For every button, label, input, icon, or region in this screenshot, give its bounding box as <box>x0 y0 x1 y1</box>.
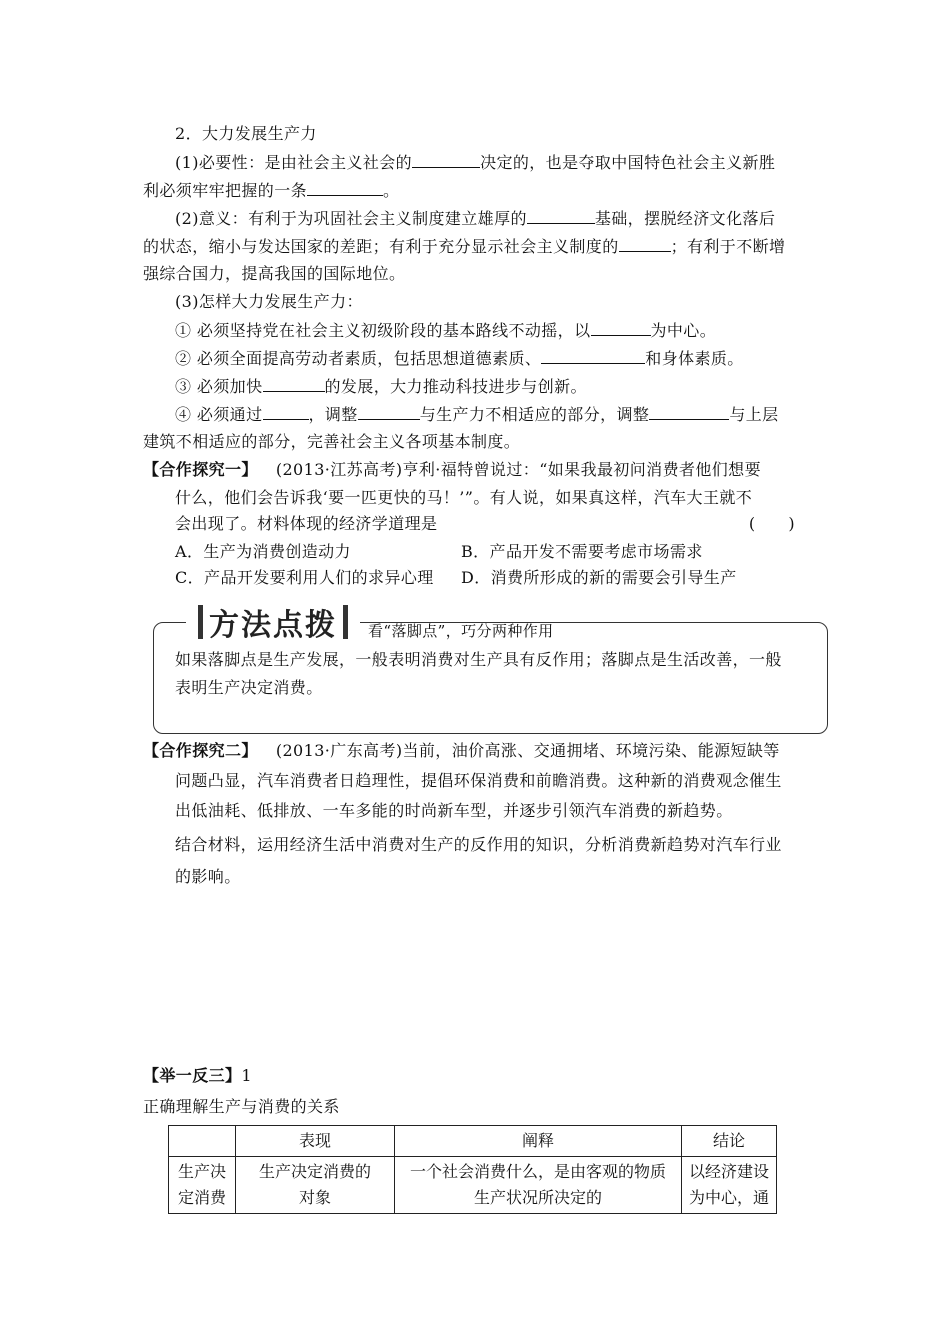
explore-2-line-2: 问题凸显，汽车消费者日趋理性，提倡环保消费和前瞻消费。这种新的消费观念催生 <box>175 771 782 790</box>
text: 与上层 <box>729 405 779 424</box>
option-d[interactable]: D．消费所形成的新的需要会引导生产 <box>461 568 737 587</box>
explore-1-label: 【合作探究一】 <box>143 460 258 479</box>
method-line-1: 如果落脚点是生产发展，一般表明消费对生产具有反作用；落脚点是生活改善，一般 <box>175 650 782 669</box>
text: (2)意义：有利于为巩固社会主义制度建立雄厚的 <box>175 209 527 228</box>
cell-text: 生产状况所决定的 <box>473 1188 602 1207</box>
text: (2013·江苏高考)亨利·福特曾说过：“如果我最初问消费者他们想要 <box>275 460 761 479</box>
section-title: 2．大力发展生产力 <box>175 124 317 143</box>
cell-text: 生产决定消费的 <box>258 1162 371 1181</box>
option-c[interactable]: C．产品开发要利用人们的求异心理 <box>175 568 434 587</box>
cell-text: 以经济建设 <box>688 1162 769 1181</box>
text: ② 必须全面提高劳动者素质，包括思想道德素质、 <box>175 349 542 368</box>
table-cell <box>395 1157 682 1214</box>
measure-2 <box>175 348 744 369</box>
text: 会出现了。材料体现的经济学道理是 <box>175 514 438 533</box>
table-cell <box>682 1157 777 1214</box>
answer-bracket[interactable]: ( ) <box>748 514 795 533</box>
measure-3 <box>175 376 587 397</box>
significance-line-2 <box>143 236 785 257</box>
table-header-cell: 结论 <box>682 1126 777 1157</box>
text: ① 必须坚持党在社会主义初级阶段的基本路线不动摇，以 <box>175 321 591 340</box>
text: 为中心。 <box>650 321 717 340</box>
how-title: (3)怎样大力发展生产力： <box>175 292 363 311</box>
fill-blank[interactable] <box>649 404 729 420</box>
fill-blank[interactable] <box>527 208 595 224</box>
explore-2-line-3: 出低油耗、低排放、一车多能的时尚新车型，并逐步引领汽车消费的新趋势。 <box>175 801 733 820</box>
text: 基础，摆脱经济文化落后 <box>594 209 776 228</box>
text: 决定的，也是夺取中国特色社会主义新胜 <box>480 153 776 172</box>
cell-text: 定消费 <box>177 1188 226 1207</box>
header-bar <box>198 605 203 639</box>
explore-1-line-1 <box>143 460 761 480</box>
significance-line-1 <box>175 208 775 229</box>
explore-2-line-1 <box>143 741 780 761</box>
text: (2013·广东高考)当前，油价高涨、交通拥堵、环境污染、能源短缺等 <box>275 741 780 760</box>
practice-label: 【举一反三】 <box>143 1066 242 1085</box>
cell-text: 一个社会消费什么，是由客观的物质 <box>409 1162 666 1181</box>
significance-line-3: 强综合国力，提高我国的国际地位。 <box>143 264 406 283</box>
method-header <box>186 600 360 644</box>
cell-text: 对象 <box>298 1188 331 1207</box>
table-cell <box>236 1157 395 1214</box>
fill-blank[interactable] <box>307 180 383 196</box>
text: 和身体素质。 <box>645 349 744 368</box>
fill-blank[interactable] <box>263 404 309 420</box>
fill-blank[interactable] <box>358 404 420 420</box>
fill-blank[interactable] <box>263 376 325 392</box>
text: ；有利于不断增 <box>670 237 786 256</box>
cell-text: 生产决 <box>177 1162 226 1181</box>
text: 与生产力不相适应的部分，调整 <box>419 405 650 424</box>
method-subtitle: 看“落脚点”，巧分两种作用 <box>368 622 554 640</box>
necessity-line-2 <box>143 180 399 201</box>
header-bar <box>343 605 348 639</box>
measure-1 <box>175 320 716 341</box>
table-row <box>169 1157 777 1214</box>
option-a[interactable]: A．生产为消费创造动力 <box>175 542 351 561</box>
measure-4 <box>175 404 779 425</box>
text: ，调整 <box>308 405 358 424</box>
text: ④ 必须通过 <box>175 405 263 424</box>
text: ③ 必须加快 <box>175 377 263 396</box>
table-header-cell: 阐释 <box>395 1126 682 1157</box>
option-b[interactable]: B．产品开发不需要考虑市场需求 <box>461 542 703 561</box>
necessity-line-1 <box>175 152 775 173</box>
text: 的发展，大力推动科技进步与创新。 <box>324 377 587 396</box>
text: (1)必要性：是由社会主义社会的 <box>175 153 413 172</box>
explore-2-line-5: 的影响。 <box>175 867 241 886</box>
table-header-row <box>169 1126 777 1157</box>
practice-number: 1 <box>241 1066 252 1085</box>
explore-1-line-3 <box>175 514 795 534</box>
text: 。 <box>383 181 400 200</box>
method-title: 方法点拨 <box>209 608 337 643</box>
explore-2-line-4: 结合材料，运用经济生活中消费对生产的反作用的知识，分析消费新趋势对汽车行业 <box>175 835 782 854</box>
practice-heading <box>143 1066 252 1086</box>
fill-blank[interactable] <box>541 348 645 364</box>
method-line-2: 表明生产决定消费。 <box>175 678 323 697</box>
text: 利必须牢牢把握的一条 <box>143 181 308 200</box>
cell-text: 为中心，通 <box>688 1188 769 1207</box>
explore-2-label: 【合作探究二】 <box>143 741 258 760</box>
relation-table <box>168 1125 777 1214</box>
table-header-cell <box>169 1126 236 1157</box>
text: 的状态，缩小与发达国家的差距；有利于充分显示社会主义制度的 <box>143 237 619 256</box>
fill-blank[interactable] <box>619 236 671 252</box>
measure-4-cont: 建筑不相适应的部分，完善社会主义各项基本制度。 <box>143 432 521 451</box>
table-header-cell: 表现 <box>236 1126 395 1157</box>
table-cell <box>169 1157 236 1214</box>
practice-subtitle: 正确理解生产与消费的关系 <box>143 1097 340 1116</box>
fill-blank[interactable] <box>412 152 480 168</box>
fill-blank[interactable] <box>591 320 651 336</box>
explore-1-line-2: 什么，他们会告诉我‘要一匹更快的马！’”。有人说，如果真这样，汽车大王就不 <box>175 488 753 507</box>
